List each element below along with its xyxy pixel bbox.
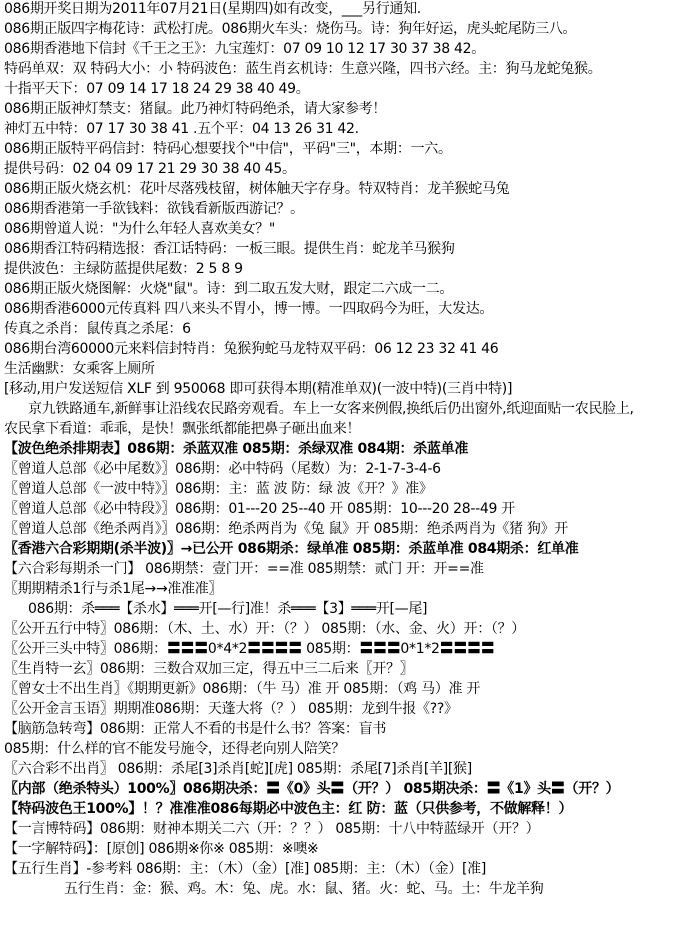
text-line-daoren-says: 086期曾道人说："为什么年轻人喜欢美女？"	[4, 221, 275, 237]
text-line-ten-fingers: 十指平天下：07 09 14 17 18 24 29 38 40 49。	[4, 81, 310, 97]
text-line-zodiac-mapping: 五行生肖：金：猴、鸡。木：兔、虎。水：鼠、猪。火：蛇、马。土：牛龙羊狗	[64, 881, 544, 897]
text-line-special-segment: 〖曾道人总部《必中特段》〗086期：01---20 25--40 开 085期：10---20 28--49 开	[4, 501, 515, 517]
text-line-humor-story-2: 农民拿下看道：乖乖，是快！飘张纸都能把鼻子砸出血来！	[4, 421, 361, 437]
text-line-special-code: 特码单双：双 特码大小：小 特码波色：蓝生肖玄机诗：生意兴隆，四书六经。主：狗马龙蛇兔猴。	[4, 61, 602, 77]
text-line-three-heads: 〖公开三头中特〗086期：〓〓〓0*4*2〓〓〓〓 085期：〓〓〓0*1*2〓〓〓〓	[4, 641, 495, 657]
text-line-hk-envelope: 086期香港地下信封《千王之王》：九宝莲灯：07 09 10 12 17 30 37 38 42。	[4, 41, 485, 57]
text-line-riddle-085: 085期：什么样的官不能发号施令，还得老向别人陪笑？	[4, 741, 345, 757]
text-line-five-elements: 〖公开五行中特〗086期：（木、土、水）开：（？） 085期：（水、金、火）开：（？）	[4, 621, 525, 637]
text-line-draw-date: 086期开奖日期为2011年07月21日(星期四)如有改变，___另行通知.	[4, 1, 421, 17]
text-line-fire-mystery: 086期正版火烧玄机：花叶尽落残枝留，树体触天字存身。特双特肖：龙羊猴蛇马兔	[4, 181, 510, 197]
text-line-kill-water: 086期：杀═══【杀水】═══开[—行]准！杀═══【3】═══开[—尾]	[28, 601, 428, 617]
text-line-one-word-bet: 【一言博特码】086期：财神本期关二六（开：？？） 085期：十八中特蓝绿开（开？）	[4, 821, 540, 837]
text-line-wave-king: 【特码波色王100%】！？准准准086每期必中波色主：红 防：蓝（只供参考，不做解释！）	[4, 801, 573, 817]
text-line-tail-number: 〖曾道人总部《必中尾数》〗086期：必中特码（尾数）为：2-1-7-3-4-6	[4, 461, 441, 477]
text-line-wave-color: 提供波色：主绿防蓝提供尾数：2 5 8 9	[4, 261, 243, 277]
text-line-magic-lamp: 086期正版神灯禁支：猪鼠。此乃神灯特码绝杀，请大家参考！	[4, 101, 387, 117]
text-line-kill-head: 〖内部（绝杀特头）100%〗086期决杀：〓《0》头〓（开？） 085期决杀：〓《1》头〓（开？）	[4, 781, 620, 797]
text-line-kill-two-zodiac: 〖曾道人总部《绝杀两肖》〗086期：绝杀两肖为《兔 鼠》开 085期：绝杀两肖为《猪 狗》开	[4, 521, 568, 537]
text-line-golden-words: 〖公开金言玉语〗期期准086期：天蓬大将（？） 085期：龙到牛报《??》	[4, 701, 458, 717]
text-line-humor-story-1: 京九铁路通车,新鲜事让沿线农民路旁观看。车上一女客来例假,换纸后仍出窗外,纸迎面贴一农民脸上,	[28, 401, 634, 417]
text-line-hk-fax: 086期香港6000元传真料 四八来头不胃小，博一博。一四取码今为旺，大发达。	[4, 301, 494, 317]
text-line-provided-numbers: 提供号码：02 04 09 17 21 29 30 38 40 45。	[4, 161, 296, 177]
text-line-no-zodiac: 〖六合彩不出肖〗 086期：杀尾[3]杀肖[蛇][虎] 085期：杀尾[7]杀肖[羊][猴]	[4, 761, 472, 777]
text-line-zodiac-mystery: 〖生肖特一玄〗086期：三数合双加三定，得五中三二后来〖开？〗	[4, 661, 414, 677]
text-line-humor-title: 生活幽默：女乘客上厕所	[4, 361, 155, 377]
text-line-one-char: 【一字解特码】：[原创] 086期※你※ 085期：※噢※	[4, 841, 319, 857]
text-line-lamp-five: 神灯五中特：07 17 30 38 41 .五个平：04 13 26 31 42.	[4, 121, 359, 137]
text-line-fax-kill: 传真之杀肖：鼠传真之杀尾：6	[4, 321, 191, 337]
text-line-color-kill-table: 【波色绝杀排期表】086期：杀蓝双准 085期：杀绿双准 084期：杀蓝单准	[4, 441, 469, 457]
text-line-sms-promo: [移动,用户发送短信 XLF 到 950068 即可获得本期(精准单双)(一波中特)(三肖中特)]	[4, 381, 513, 397]
text-line-envelope-code: 086期正版特平码信封：特码心想要找个"中信"，平码"三"，本期：一六。	[4, 141, 452, 157]
text-line-fire-diagram: 086期正版火烧图解：火烧"鼠"。诗：到二取五发大财，跟定二六成一二。	[4, 281, 454, 297]
text-line-taiwan-envelope: 086期台湾60000元来料信封特肖：兔猴狗蛇马龙特双平码：06 12 23 32 41 46	[4, 341, 499, 357]
text-line-xiangjiang: 086期香江特码精选报：香江话特码：一板三眼。提供生肖：蛇龙羊马猴狗	[4, 241, 455, 257]
text-line-riddle-086: 【脑筋急转弯】086期：正常人不看的书是什么书？答案：盲书	[4, 721, 387, 737]
text-line-plum-poem: 086期正版四字梅花诗：武松打虎。086期火车头：烧伤马。诗：狗年好运，虎头蛇尾防三八。	[4, 21, 577, 37]
text-line-one-wave: 〖曾道人总部《一波中特》〗086期：主：蓝 波 防：绿 波《开？》准》	[4, 481, 433, 497]
text-line-ms-zeng: 〖曾女士不出生肖〗《期期更新》086期：（牛 马）准 开 085期：（鸡 马）准 开	[4, 681, 481, 697]
text-line-kill-one-gate: 【六合彩每期杀一门】 086期禁：壹门开：==准 085期禁：贰门 开：开==准	[4, 561, 484, 577]
text-line-kill-row-tail: 〖期期精杀1行与杀1尾→→准准准〗	[4, 581, 223, 597]
text-line-five-element-zodiac: 【五行生肖】-参考料 086期：主：（木）（金）[准] 085期：主：（木）（金）[准]	[4, 861, 487, 877]
text-line-hk-first-hand: 086期香港第一手欲钱料：欲钱看新版西游记？。	[4, 201, 304, 217]
text-line-half-wave: 〖香港六合彩期期(杀半波)〗→已公开 086期杀：绿单准 085期：杀蓝单准 084期杀：红单准	[4, 541, 579, 557]
